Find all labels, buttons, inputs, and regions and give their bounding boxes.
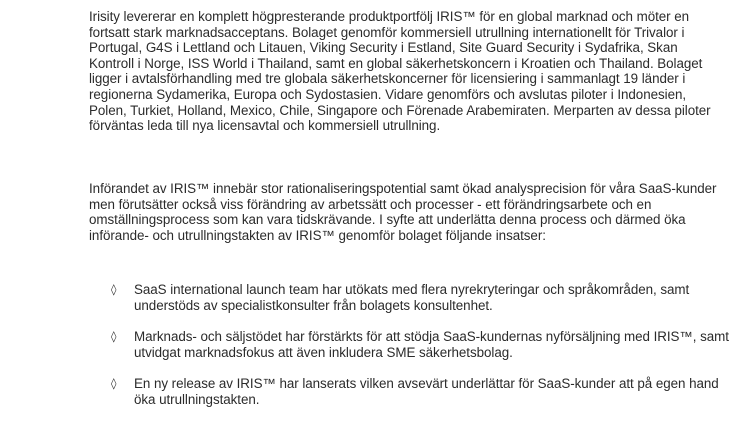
paragraph-rationalization: Införandet av IRIS™ innebär stor rationaliseringspotential samt ökad analysprecision för våra SaaS-kunder men förutsätter också viss förändring av arbetssätt och processer - ett förändringsarbete och en omställningsprocess som kan vara tidskrävande. I syfte att underlätta denna process och därmed öka införande- och utrullningstakten av IRIS™ genomför bolaget följande insatser: — [89, 181, 717, 243]
diamond-bullet-icon: ◊ — [111, 330, 117, 344]
list-item-text: En ny release av IRIS™ har lanserats vilken avsevärt underlättar för SaaS-kunder att på egen hand öka utrullningstakten. — [134, 376, 719, 407]
list-item — [89, 282, 729, 313]
list-item-text: Marknads- och säljstödet har förstärkts för att stödja SaaS-kundernas nyförsäljning med IRIS™, samt utvidgat marknadsfokus att även inkludera SME säkerhetsbolag. — [134, 329, 729, 360]
diamond-bullet-icon: ◊ — [111, 283, 117, 296]
list-item-text: SaaS international launch team har utökats med flera nyrekryteringar och språkområden, samt understöds av specialistkonsulter från bolagets konsultenhet. — [134, 282, 690, 313]
diamond-bullet-icon: ◊ — [111, 377, 117, 391]
list-item — [89, 376, 729, 407]
list-item — [89, 329, 729, 360]
paragraph-market-overview: Irisity levererar en komplett högpresterande produktportfölj IRIS™ för en global marknad och möter en fortsatt stark marknadsacceptans. Bolaget genomför kommersiell utrullning internationellt för Trivalor i Portugal, G4S i Lettland och Litauen, Viking Security i Estland, Site Guard Security i Sydafrika, Skan Kontroll i Norge, ISS World i Thailand, samt en global säkerhetskoncern i Kroatien och Thailand. Bolaget ligger i avtalsförhandling med tre globala säkerhetskoncerner för licensiering i sammanlagt 19 länder i regionerna Sydamerika, Europa och Sydostasien. Vidare genomförs och avslutas piloter i Indonesien, Polen, Turkiet, Holland, Mexico, Chile, Singapore och Förenade Arabemiraten. Merparten av dessa piloter förväntas leda till nya licensavtal och kommersiell utrullning. — [89, 9, 711, 134]
initiatives-list — [89, 282, 729, 424]
